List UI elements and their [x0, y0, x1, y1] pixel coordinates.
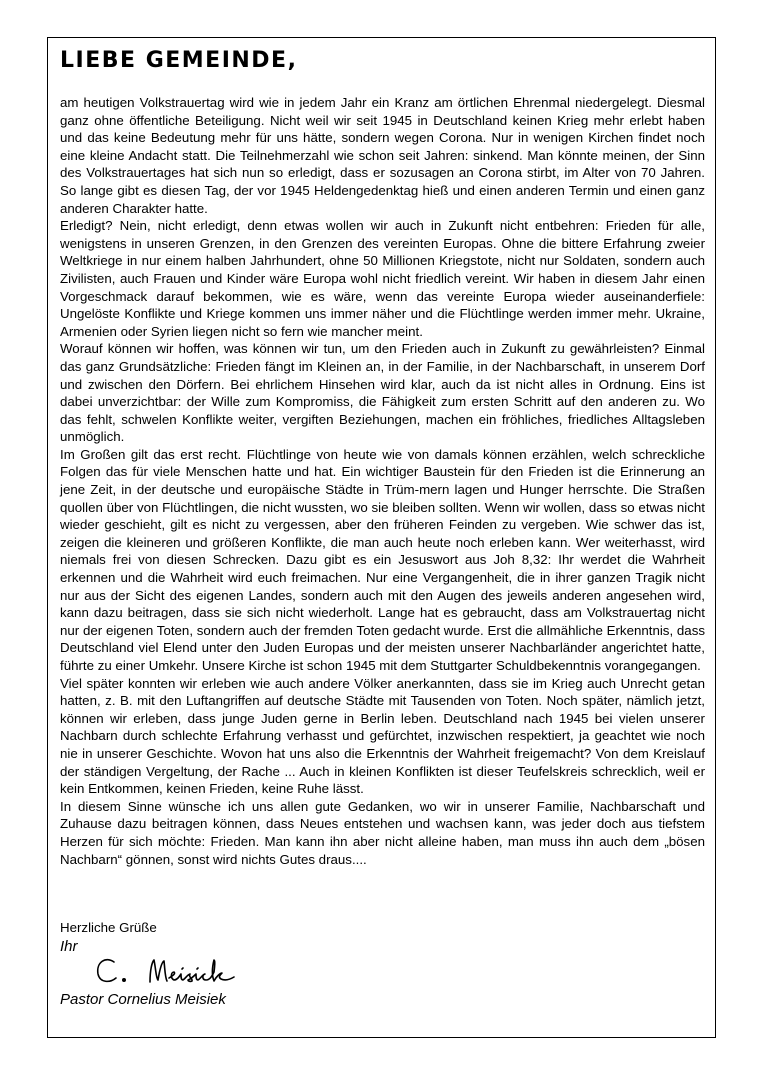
letter-paragraph: Viel später konnten wir erleben wie auch andere Völker anerkannten, dass sie im Krieg auch Unrecht getan hatten, z. B. mit den Luftangriffen auf deutsche Städte mit Tausenden von Toten. Noch später, nämlich jetzt, können wir erleben, dass junge Juden gerne in Berlin leben. Deutschland nach 1945 bei vielen unserer Nachbarn durch schlechte Erfahrung verhasst und gefürchtet, inzwischen respektiert, ja geachtet wie noch nie in unserer Geschichte. Wovon hat uns also die Erkenntnis der Wahrheit freigemacht? Von dem Kreislauf der ständigen Vergeltung, der Rache ... Auch in kleinen Konflikten ist dieser Teufelskreis schrecklich, weil er kein Entkommen, keinen Frieden, keine Ruhe lässt.: [60, 675, 705, 797]
letter-paragraph: In diesem Sinne wünsche ich uns allen gute Gedanken, wo wir in unserer Familie, Nachbarschaft und Zuhause dazu beitragen können, dass Neues entstehen und wachsen kann, was jeder doch aus tiefstem Herzen für sich möchte: Frieden. Man kann ihn aber nicht alleine haben, man muss ihn auch dem „bösen Nachbarn“ gönnen, sonst wird nichts Gutes draus....: [60, 798, 705, 867]
closing-ihr: Ihr: [60, 938, 78, 955]
signature-name: Pastor Cornelius Meisiek: [60, 991, 226, 1008]
letter-body: [60, 94, 705, 868]
letter-heading: LIEBE GEMEINDE,: [60, 48, 298, 73]
letter-paragraph: Im Großen gilt das erst recht. Flüchtlinge von heute wie von damals können erzählen, welch schreckliche Folgen das für viele Menschen hatte und hat. Ein wichtiger Baustein für den Frieden ist die Erinnerung an jene Zeit, in der deutsche und europäische Städte in Trüm-mern lagen und Hunger herrschte. Die Straßen quollen über von Flüchtlingen, die nicht wussten, wo sie bleiben sollten. Wenn wir wollen, dass so etwas nicht wieder geschieht, gilt es nicht zu vergessen, aber den früheren Feinden zu vergeben. Wie schwer das ist, zeigen die kleineren und größeren Konflikte, die man auch heute noch erleben kann. Wer weiterhasst, wird niemals frei von diesen Schrecken. Dazu gibt es ein Jesuswort aus Joh 8,32: Ihr werdet die Wahrheit erkennen und die Wahrheit wird euch freimachen. Nur eine Vergangenheit, die in ihrer ganzen Tragik nicht nur aus der Sicht des eigenen Landes, sondern auch mit den Augen des jeweils anderen angesehen wird, kann dazu beitragen, dass sie sich nicht wiederholt. Lange hat es gebraucht, dass am Volkstrauertag nicht nur der eigenen Toten, sondern auch der fremden Toten gedacht wurde. Erst die allmähliche Erkenntnis, dass Deutschland viel Elend unter den Juden Europas und der meisten unserer Nachbarländer angerichtet hatte, führte zu einer Umkehr. Unsere Kirche ist schon 1945 mit dem Stuttgarter Schuldbekenntnis vorangegangen.: [60, 446, 705, 673]
closing-greeting: Herzliche Grüße: [60, 920, 157, 935]
letter-paragraph: am heutigen Volkstrauertag wird wie in jedem Jahr ein Kranz am örtlichen Ehrenmal niedergelegt. Diesmal ganz ohne öffentliche Beteiligung. Nicht weil wir seit 1945 in Deutschland keinen Krieg mehr erlebt haben und das keine Bedeutung mehr für uns hätte, sondern wegen Corona. Nur in wenigen Kirchen findet noch eine kleine Andacht statt. Die Teilnehmerzahl wie schon seit Jahren: sinkend. Man könnte meinen, der Sinn des Volkstrauertages hat sich nun so erledigt, dass er sozusagen an Corona stirbt, im Alter von 70 Jahren. So lange gibt es diesen Tag, der vor 1945 Heldengedenktag hieß und einen anderen Termin und einen ganz anderen Charakter hatte.: [60, 95, 705, 216]
letter-paragraph: Worauf können wir hoffen, was können wir tun, um den Frieden auch in Zukunft zu gewährleisten? Einmal das ganz Grundsätzliche: Frieden fängt im Kleinen an, in der Familie, in der Nachbarschaft, in unserem Dorf und zwischen den Dörfern. Bei ehrlichem Hinsehen wird klar, auch da ist nicht alles in Ordnung. Eins ist dabei unverzichtbar: der Wille zum Kompromiss, die Fähigkeit zum ersten Schritt auf den anderen zu. Wo das fehlt, schwelen Konflikte weiter, vergiften Beziehungen, machen ein fröhliches, friedliches Alltagsleben unmöglich.: [60, 341, 705, 445]
handwritten-signature: [92, 950, 272, 992]
letter-paragraph: Erledigt? Nein, nicht erledigt, denn etwas wollen wir auch in Zukunft nicht entbehren: Frieden für alle, wenigstens in unseren Grenzen, in den Grenzen des vereinten Europas. Ohne die bittere Erfahrung zweier Weltkriege in nur einem halben Jahrhundert, ohne 50 Millionen Kriegstote, nicht nur Soldaten, sondern auch Zivilisten, auch Frauen und Kinder wäre Europa wohl nicht friedlich vereint. Wir haben in diesem Jahr einen Vorgeschmack darauf bekommen, wie es wäre, wenn das vereinte Europa wieder auseinanderfiele: Ungelöste Konflikte und Kriege kommen uns immer näher und die Flüchtlinge werden immer mehr. Ukraine, Armenien oder Syrien liegen nicht so fern wie mancher meint.: [60, 218, 705, 339]
